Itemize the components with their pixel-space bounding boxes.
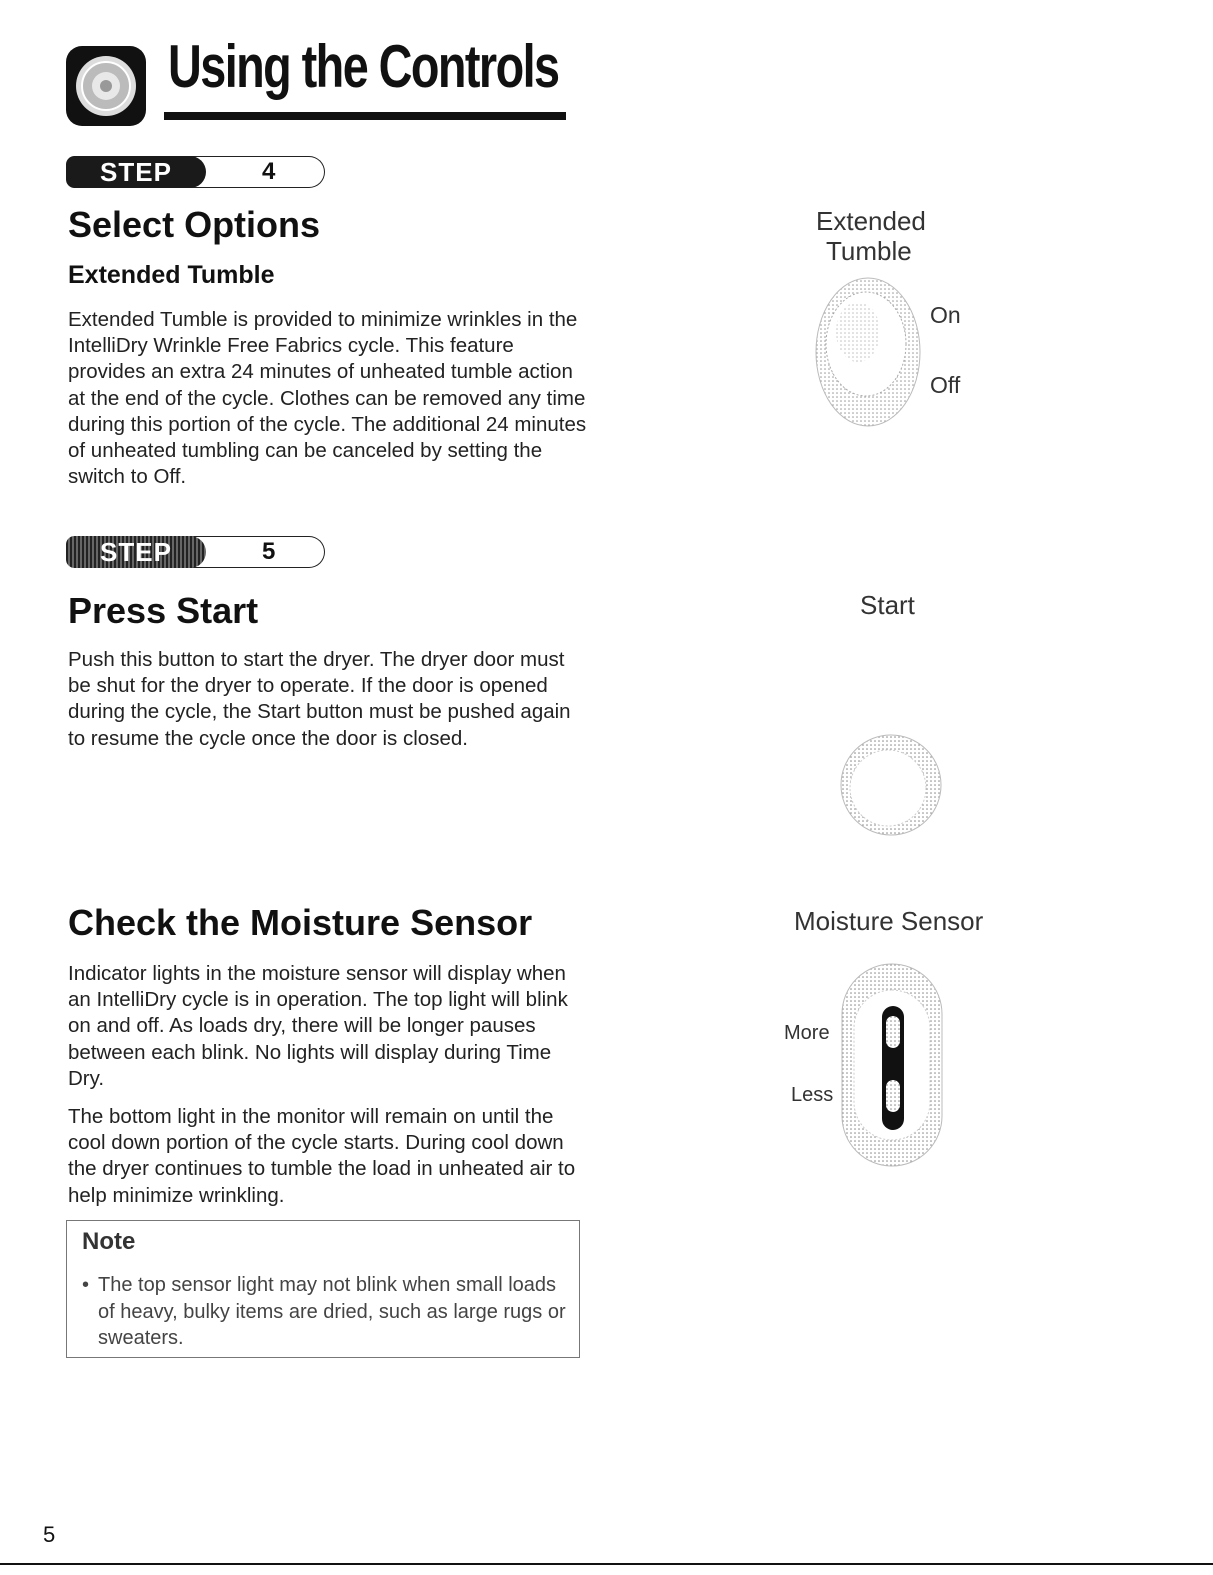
moisture-sensor-paragraph-1: Indicator lights in the moisture sensor will display when an IntelliDry cycle is in operation. The top light will blink on and off. As loads dry, there will be longer pauses between each blink. No lights will display during Time Dry. [68, 962, 568, 1090]
page-title: Using the Controls [168, 33, 559, 100]
moisture-sensor-monitor [838, 960, 946, 1170]
extended-tumble-label-line1: Extended [816, 206, 926, 236]
less-label: Less [791, 1084, 834, 1106]
dial-icon [66, 46, 146, 126]
page-number: 5 [43, 1522, 56, 1547]
step-badge-label: STEP [66, 536, 206, 568]
page-bottom-rule [0, 1563, 1213, 1565]
step-badge-label: STEP [66, 156, 206, 188]
note-title: Note [82, 1228, 136, 1255]
section-heading-moisture-sensor: Check the Moisture Sensor [68, 902, 533, 943]
step-badge-number: 4 [262, 158, 276, 185]
more-label: More [784, 1022, 830, 1044]
option-off-label: Off [930, 372, 961, 398]
start-button[interactable] [838, 732, 944, 838]
section-heading-press-start: Press Start [68, 590, 259, 631]
title-underline [164, 112, 566, 120]
note-bullet: • [82, 1274, 90, 1296]
step-5-badge [66, 536, 336, 568]
subheading-extended-tumble: Extended Tumble [68, 261, 275, 289]
option-on-label: On [930, 302, 961, 328]
step-badge-number: 5 [262, 538, 276, 565]
section-heading-select-options: Select Options [68, 204, 321, 245]
step-badge-outline [186, 156, 325, 188]
start-label: Start [860, 590, 915, 620]
extended-tumble-label-line2: Tumble [826, 236, 912, 266]
press-start-description: Push this button to start the dryer. The dryer door must be shut for the dryer to operate. If the door is opened during the cycle, the Start button must be pushed again to resume the cycle once the door is closed. [68, 648, 571, 750]
moisture-sensor-label: Moisture Sensor [794, 906, 984, 936]
note-item [82, 1272, 576, 1352]
moisture-sensor-paragraph-2: The bottom light in the monitor will remain on until the cool down portion of the cycle starts. During cool down the dryer continues to tumble the load in unheated air to help minimize wrinkling. [68, 1105, 576, 1207]
step-4-badge [66, 156, 336, 188]
extended-tumble-switch[interactable] [812, 272, 924, 432]
step-badge-outline [186, 536, 325, 568]
note-text: The top sensor light may not blink when small loads of heavy, bulky items are dried, such as large rugs or sweaters. [98, 1274, 566, 1349]
extended-tumble-description: Extended Tumble is provided to minimize wrinkles in the IntelliDry Wrinkle Free Fabrics cycle. This feature provides an extra 24 minutes of unheated tumble action at the end of the cycle. Clothes can be removed any time during this portion of the cycle. The additional 24 minutes of unheated tumbling can be canceled by setting the switch to Off. [68, 308, 587, 489]
